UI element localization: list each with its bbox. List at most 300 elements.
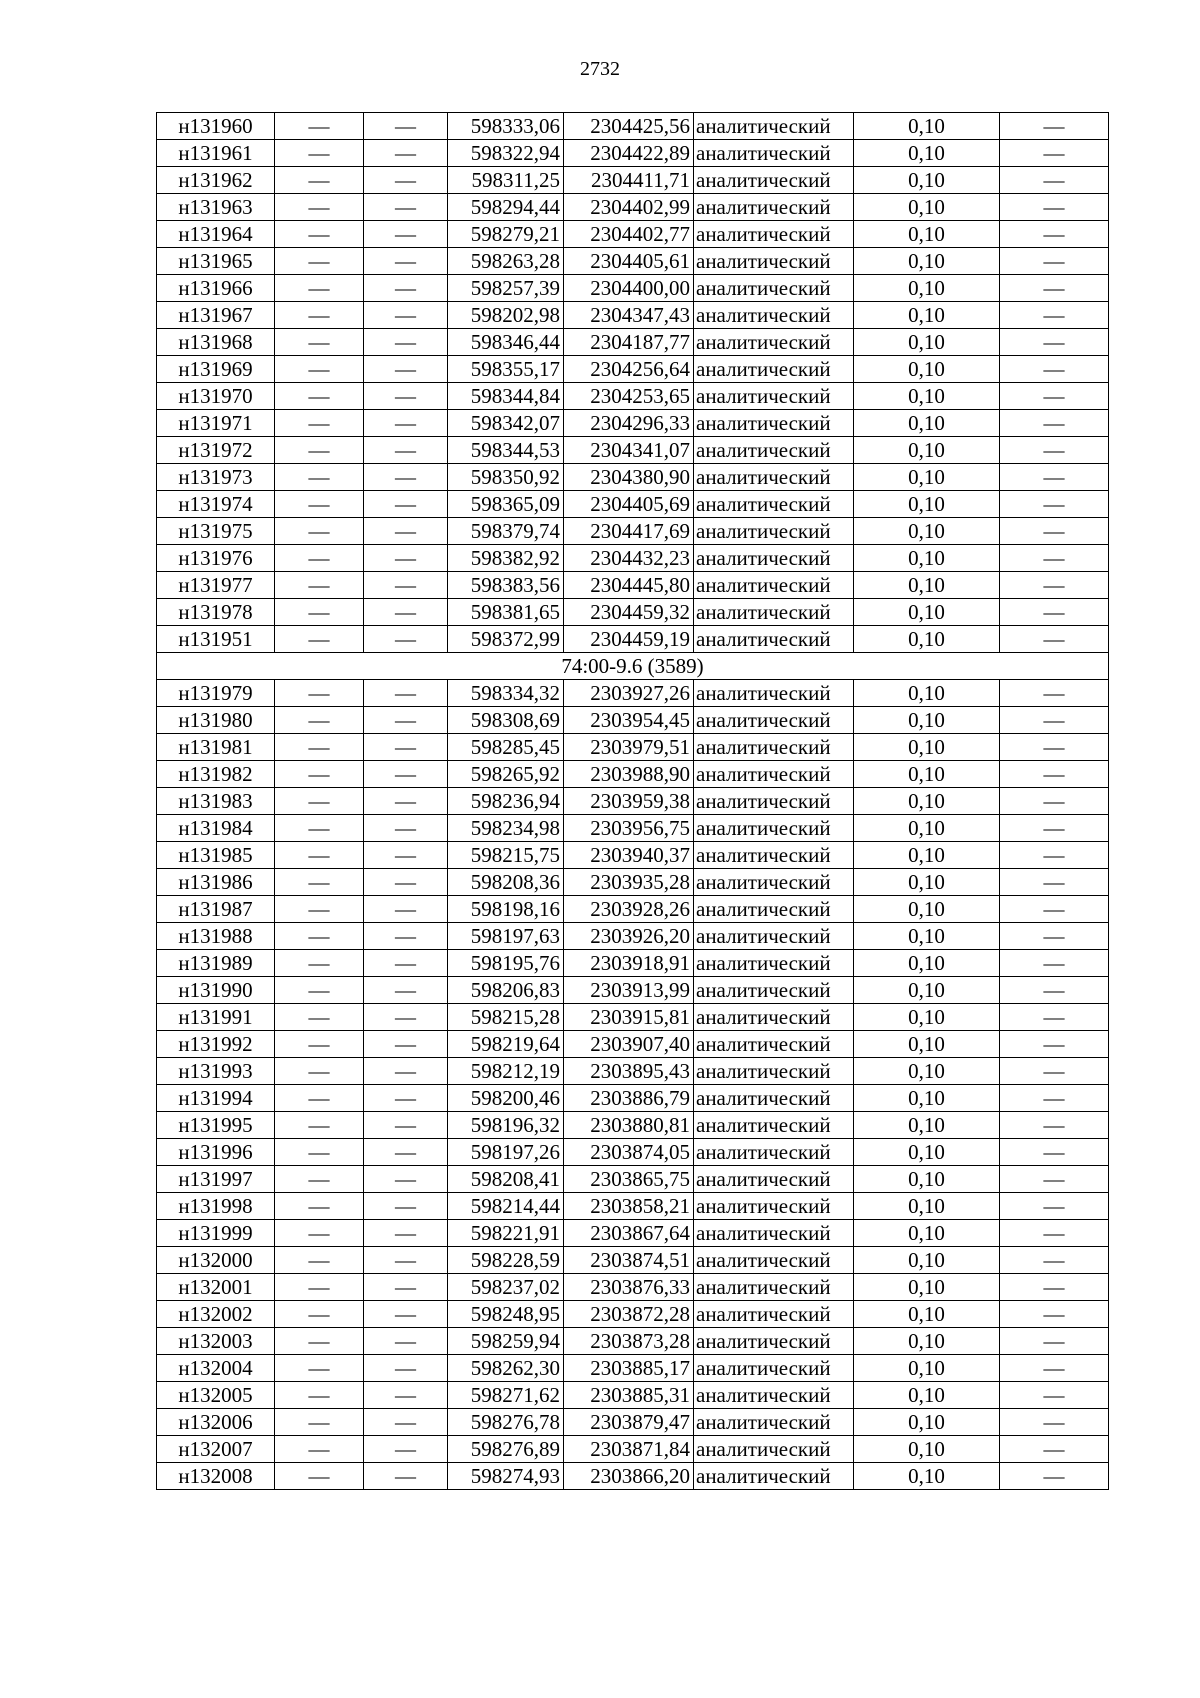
method: аналитический bbox=[694, 815, 854, 842]
empty-dash-cell: — bbox=[364, 1220, 448, 1247]
table-row bbox=[157, 194, 1109, 221]
point-id: н132002 bbox=[157, 1301, 275, 1328]
table-row bbox=[157, 977, 1109, 1004]
method: аналитический bbox=[694, 869, 854, 896]
method: аналитический bbox=[694, 707, 854, 734]
method: аналитический bbox=[694, 221, 854, 248]
method: аналитический bbox=[694, 383, 854, 410]
empty-dash-cell: — bbox=[275, 707, 364, 734]
table-row bbox=[157, 437, 1109, 464]
point-id: н131990 bbox=[157, 977, 275, 1004]
method: аналитический bbox=[694, 329, 854, 356]
empty-dash-cell: — bbox=[1000, 1247, 1109, 1274]
point-id: н131977 bbox=[157, 572, 275, 599]
empty-dash-cell: — bbox=[364, 410, 448, 437]
empty-dash-cell: — bbox=[364, 707, 448, 734]
table-row bbox=[157, 626, 1109, 653]
y-coordinate: 2304347,43 bbox=[564, 302, 694, 329]
accuracy: 0,10 bbox=[854, 869, 1000, 896]
empty-dash-cell: — bbox=[275, 1058, 364, 1085]
x-coordinate: 598334,32 bbox=[448, 680, 564, 707]
y-coordinate: 2303979,51 bbox=[564, 734, 694, 761]
accuracy: 0,10 bbox=[854, 599, 1000, 626]
point-id: н131965 bbox=[157, 248, 275, 275]
accuracy: 0,10 bbox=[854, 626, 1000, 653]
table-row bbox=[157, 545, 1109, 572]
empty-dash-cell: — bbox=[275, 626, 364, 653]
empty-dash-cell: — bbox=[275, 1220, 364, 1247]
y-coordinate: 2303926,20 bbox=[564, 923, 694, 950]
accuracy: 0,10 bbox=[854, 950, 1000, 977]
table-row bbox=[157, 518, 1109, 545]
empty-dash-cell: — bbox=[275, 1004, 364, 1031]
accuracy: 0,10 bbox=[854, 140, 1000, 167]
y-coordinate: 2303959,38 bbox=[564, 788, 694, 815]
empty-dash-cell: — bbox=[364, 1436, 448, 1463]
point-id: н131969 bbox=[157, 356, 275, 383]
accuracy: 0,10 bbox=[854, 113, 1000, 140]
x-coordinate: 598263,28 bbox=[448, 248, 564, 275]
empty-dash-cell: — bbox=[364, 356, 448, 383]
y-coordinate: 2303886,79 bbox=[564, 1085, 694, 1112]
point-id: н131999 bbox=[157, 1220, 275, 1247]
table-row bbox=[157, 572, 1109, 599]
method: аналитический bbox=[694, 1166, 854, 1193]
accuracy: 0,10 bbox=[854, 167, 1000, 194]
table-row bbox=[157, 221, 1109, 248]
x-coordinate: 598208,36 bbox=[448, 869, 564, 896]
table-row bbox=[157, 167, 1109, 194]
empty-dash-cell: — bbox=[364, 1409, 448, 1436]
empty-dash-cell: — bbox=[1000, 761, 1109, 788]
table-row bbox=[157, 842, 1109, 869]
method: аналитический bbox=[694, 1328, 854, 1355]
x-coordinate: 598197,63 bbox=[448, 923, 564, 950]
empty-dash-cell: — bbox=[364, 923, 448, 950]
y-coordinate: 2303918,91 bbox=[564, 950, 694, 977]
empty-dash-cell: — bbox=[275, 248, 364, 275]
y-coordinate: 2303874,05 bbox=[564, 1139, 694, 1166]
y-coordinate: 2304402,77 bbox=[564, 221, 694, 248]
method: аналитический bbox=[694, 734, 854, 761]
empty-dash-cell: — bbox=[275, 896, 364, 923]
y-coordinate: 2303867,64 bbox=[564, 1220, 694, 1247]
accuracy: 0,10 bbox=[854, 1220, 1000, 1247]
point-id: н131981 bbox=[157, 734, 275, 761]
empty-dash-cell: — bbox=[364, 1274, 448, 1301]
method: аналитический bbox=[694, 1193, 854, 1220]
x-coordinate: 598208,41 bbox=[448, 1166, 564, 1193]
empty-dash-cell: — bbox=[1000, 1031, 1109, 1058]
empty-dash-cell: — bbox=[275, 680, 364, 707]
empty-dash-cell: — bbox=[1000, 1301, 1109, 1328]
empty-dash-cell: — bbox=[275, 1112, 364, 1139]
empty-dash-cell: — bbox=[364, 1463, 448, 1490]
x-coordinate: 598206,83 bbox=[448, 977, 564, 1004]
empty-dash-cell: — bbox=[275, 356, 364, 383]
point-id: н131995 bbox=[157, 1112, 275, 1139]
empty-dash-cell: — bbox=[364, 1112, 448, 1139]
x-coordinate: 598196,32 bbox=[448, 1112, 564, 1139]
empty-dash-cell: — bbox=[1000, 1382, 1109, 1409]
empty-dash-cell: — bbox=[275, 518, 364, 545]
y-coordinate: 2303988,90 bbox=[564, 761, 694, 788]
table-row bbox=[157, 1463, 1109, 1490]
method: аналитический bbox=[694, 410, 854, 437]
empty-dash-cell: — bbox=[1000, 599, 1109, 626]
empty-dash-cell: — bbox=[364, 383, 448, 410]
x-coordinate: 598257,39 bbox=[448, 275, 564, 302]
x-coordinate: 598308,69 bbox=[448, 707, 564, 734]
accuracy: 0,10 bbox=[854, 383, 1000, 410]
method: аналитический bbox=[694, 1274, 854, 1301]
x-coordinate: 598198,16 bbox=[448, 896, 564, 923]
coordinates-table bbox=[156, 112, 1109, 1490]
accuracy: 0,10 bbox=[854, 1031, 1000, 1058]
empty-dash-cell: — bbox=[275, 545, 364, 572]
point-id: н131988 bbox=[157, 923, 275, 950]
y-coordinate: 2303876,33 bbox=[564, 1274, 694, 1301]
accuracy: 0,10 bbox=[854, 1328, 1000, 1355]
point-id: н131951 bbox=[157, 626, 275, 653]
empty-dash-cell: — bbox=[1000, 680, 1109, 707]
y-coordinate: 2303895,43 bbox=[564, 1058, 694, 1085]
point-id: н131991 bbox=[157, 1004, 275, 1031]
point-id: н131986 bbox=[157, 869, 275, 896]
accuracy: 0,10 bbox=[854, 194, 1000, 221]
y-coordinate: 2303871,84 bbox=[564, 1436, 694, 1463]
table-row bbox=[157, 950, 1109, 977]
empty-dash-cell: — bbox=[364, 518, 448, 545]
empty-dash-cell: — bbox=[364, 437, 448, 464]
empty-dash-cell: — bbox=[364, 1139, 448, 1166]
method: аналитический bbox=[694, 248, 854, 275]
table-row bbox=[157, 599, 1109, 626]
table-row bbox=[157, 113, 1109, 140]
x-coordinate: 598228,59 bbox=[448, 1247, 564, 1274]
accuracy: 0,10 bbox=[854, 1355, 1000, 1382]
y-coordinate: 2303928,26 bbox=[564, 896, 694, 923]
x-coordinate: 598365,09 bbox=[448, 491, 564, 518]
empty-dash-cell: — bbox=[275, 491, 364, 518]
empty-dash-cell: — bbox=[1000, 734, 1109, 761]
method: аналитический bbox=[694, 1436, 854, 1463]
x-coordinate: 598382,92 bbox=[448, 545, 564, 572]
empty-dash-cell: — bbox=[364, 1247, 448, 1274]
empty-dash-cell: — bbox=[364, 1031, 448, 1058]
point-id: н131961 bbox=[157, 140, 275, 167]
accuracy: 0,10 bbox=[854, 923, 1000, 950]
accuracy: 0,10 bbox=[854, 896, 1000, 923]
x-coordinate: 598200,46 bbox=[448, 1085, 564, 1112]
point-id: н131983 bbox=[157, 788, 275, 815]
point-id: н131972 bbox=[157, 437, 275, 464]
method: аналитический bbox=[694, 923, 854, 950]
y-coordinate: 2303880,81 bbox=[564, 1112, 694, 1139]
table-row bbox=[157, 1328, 1109, 1355]
method: аналитический bbox=[694, 1085, 854, 1112]
page-number: 2732 bbox=[580, 58, 620, 80]
empty-dash-cell: — bbox=[275, 275, 364, 302]
y-coordinate: 2303858,21 bbox=[564, 1193, 694, 1220]
empty-dash-cell: — bbox=[1000, 410, 1109, 437]
empty-dash-cell: — bbox=[1000, 1328, 1109, 1355]
table-row bbox=[157, 329, 1109, 356]
empty-dash-cell: — bbox=[275, 599, 364, 626]
point-id: н131984 bbox=[157, 815, 275, 842]
method: аналитический bbox=[694, 950, 854, 977]
y-coordinate: 2303879,47 bbox=[564, 1409, 694, 1436]
empty-dash-cell: — bbox=[275, 167, 364, 194]
x-coordinate: 598214,44 bbox=[448, 1193, 564, 1220]
table-row bbox=[157, 815, 1109, 842]
y-coordinate: 2303874,51 bbox=[564, 1247, 694, 1274]
method: аналитический bbox=[694, 464, 854, 491]
empty-dash-cell: — bbox=[1000, 923, 1109, 950]
empty-dash-cell: — bbox=[1000, 1193, 1109, 1220]
table-row bbox=[157, 869, 1109, 896]
empty-dash-cell: — bbox=[1000, 1085, 1109, 1112]
method: аналитический bbox=[694, 1382, 854, 1409]
empty-dash-cell: — bbox=[364, 599, 448, 626]
empty-dash-cell: — bbox=[275, 1382, 364, 1409]
empty-dash-cell: — bbox=[275, 221, 364, 248]
empty-dash-cell: — bbox=[364, 761, 448, 788]
empty-dash-cell: — bbox=[1000, 1004, 1109, 1031]
empty-dash-cell: — bbox=[1000, 1274, 1109, 1301]
y-coordinate: 2303873,28 bbox=[564, 1328, 694, 1355]
y-coordinate: 2304405,61 bbox=[564, 248, 694, 275]
empty-dash-cell: — bbox=[364, 1058, 448, 1085]
empty-dash-cell: — bbox=[1000, 626, 1109, 653]
accuracy: 0,10 bbox=[854, 410, 1000, 437]
empty-dash-cell: — bbox=[1000, 275, 1109, 302]
empty-dash-cell: — bbox=[364, 491, 448, 518]
accuracy: 0,10 bbox=[854, 977, 1000, 1004]
empty-dash-cell: — bbox=[1000, 707, 1109, 734]
method: аналитический bbox=[694, 1112, 854, 1139]
table-row bbox=[157, 1355, 1109, 1382]
empty-dash-cell: — bbox=[275, 437, 364, 464]
x-coordinate: 598197,26 bbox=[448, 1139, 564, 1166]
accuracy: 0,10 bbox=[854, 1247, 1000, 1274]
method: аналитический bbox=[694, 356, 854, 383]
empty-dash-cell: — bbox=[364, 1004, 448, 1031]
table-row bbox=[157, 1004, 1109, 1031]
accuracy: 0,10 bbox=[854, 1382, 1000, 1409]
method: аналитический bbox=[694, 896, 854, 923]
point-id: н131997 bbox=[157, 1166, 275, 1193]
table-row bbox=[157, 1112, 1109, 1139]
table-row bbox=[157, 1058, 1109, 1085]
empty-dash-cell: — bbox=[1000, 869, 1109, 896]
table-row bbox=[157, 1193, 1109, 1220]
empty-dash-cell: — bbox=[275, 734, 364, 761]
x-coordinate: 598248,95 bbox=[448, 1301, 564, 1328]
empty-dash-cell: — bbox=[364, 1382, 448, 1409]
empty-dash-cell: — bbox=[1000, 1166, 1109, 1193]
empty-dash-cell: — bbox=[275, 1166, 364, 1193]
accuracy: 0,10 bbox=[854, 1058, 1000, 1085]
empty-dash-cell: — bbox=[1000, 1139, 1109, 1166]
accuracy: 0,10 bbox=[854, 1193, 1000, 1220]
empty-dash-cell: — bbox=[1000, 1220, 1109, 1247]
point-id: н131973 bbox=[157, 464, 275, 491]
method: аналитический bbox=[694, 1220, 854, 1247]
empty-dash-cell: — bbox=[364, 140, 448, 167]
method: аналитический bbox=[694, 302, 854, 329]
empty-dash-cell: — bbox=[1000, 815, 1109, 842]
empty-dash-cell: — bbox=[275, 140, 364, 167]
method: аналитический bbox=[694, 1301, 854, 1328]
x-coordinate: 598342,07 bbox=[448, 410, 564, 437]
accuracy: 0,10 bbox=[854, 329, 1000, 356]
x-coordinate: 598274,93 bbox=[448, 1463, 564, 1490]
accuracy: 0,10 bbox=[854, 356, 1000, 383]
x-coordinate: 598237,02 bbox=[448, 1274, 564, 1301]
y-coordinate: 2304256,64 bbox=[564, 356, 694, 383]
accuracy: 0,10 bbox=[854, 680, 1000, 707]
point-id: н132005 bbox=[157, 1382, 275, 1409]
method: аналитический bbox=[694, 572, 854, 599]
accuracy: 0,10 bbox=[854, 248, 1000, 275]
y-coordinate: 2303866,20 bbox=[564, 1463, 694, 1490]
method: аналитический bbox=[694, 113, 854, 140]
table-row bbox=[157, 464, 1109, 491]
y-coordinate: 2304187,77 bbox=[564, 329, 694, 356]
empty-dash-cell: — bbox=[275, 950, 364, 977]
accuracy: 0,10 bbox=[854, 1112, 1000, 1139]
empty-dash-cell: — bbox=[364, 113, 448, 140]
table-row bbox=[157, 302, 1109, 329]
method: аналитический bbox=[694, 1247, 854, 1274]
method: аналитический bbox=[694, 275, 854, 302]
point-id: н131963 bbox=[157, 194, 275, 221]
empty-dash-cell: — bbox=[1000, 1463, 1109, 1490]
method: аналитический bbox=[694, 1139, 854, 1166]
table-body bbox=[157, 113, 1109, 1490]
method: аналитический bbox=[694, 1355, 854, 1382]
empty-dash-cell: — bbox=[1000, 383, 1109, 410]
table-row bbox=[157, 410, 1109, 437]
point-id: н131966 bbox=[157, 275, 275, 302]
empty-dash-cell: — bbox=[1000, 194, 1109, 221]
empty-dash-cell: — bbox=[364, 1166, 448, 1193]
empty-dash-cell: — bbox=[364, 734, 448, 761]
accuracy: 0,10 bbox=[854, 734, 1000, 761]
y-coordinate: 2303915,81 bbox=[564, 1004, 694, 1031]
accuracy: 0,10 bbox=[854, 1085, 1000, 1112]
empty-dash-cell: — bbox=[1000, 167, 1109, 194]
point-id: н132001 bbox=[157, 1274, 275, 1301]
accuracy: 0,10 bbox=[854, 707, 1000, 734]
point-id: н131987 bbox=[157, 896, 275, 923]
empty-dash-cell: — bbox=[364, 572, 448, 599]
y-coordinate: 2303907,40 bbox=[564, 1031, 694, 1058]
section-header-row bbox=[157, 653, 1109, 680]
empty-dash-cell: — bbox=[275, 1139, 364, 1166]
x-coordinate: 598236,94 bbox=[448, 788, 564, 815]
point-id: н131996 bbox=[157, 1139, 275, 1166]
y-coordinate: 2303956,75 bbox=[564, 815, 694, 842]
y-coordinate: 2304253,65 bbox=[564, 383, 694, 410]
table-row bbox=[157, 383, 1109, 410]
x-coordinate: 598344,53 bbox=[448, 437, 564, 464]
table-row bbox=[157, 1274, 1109, 1301]
empty-dash-cell: — bbox=[1000, 302, 1109, 329]
empty-dash-cell: — bbox=[275, 1301, 364, 1328]
y-coordinate: 2303885,17 bbox=[564, 1355, 694, 1382]
empty-dash-cell: — bbox=[364, 302, 448, 329]
point-id: н131979 bbox=[157, 680, 275, 707]
empty-dash-cell: — bbox=[1000, 329, 1109, 356]
x-coordinate: 598265,92 bbox=[448, 761, 564, 788]
empty-dash-cell: — bbox=[364, 950, 448, 977]
x-coordinate: 598234,98 bbox=[448, 815, 564, 842]
accuracy: 0,10 bbox=[854, 1463, 1000, 1490]
accuracy: 0,10 bbox=[854, 545, 1000, 572]
y-coordinate: 2303935,28 bbox=[564, 869, 694, 896]
y-coordinate: 2303940,37 bbox=[564, 842, 694, 869]
point-id: н131964 bbox=[157, 221, 275, 248]
method: аналитический bbox=[694, 680, 854, 707]
y-coordinate: 2304402,99 bbox=[564, 194, 694, 221]
empty-dash-cell: — bbox=[275, 1193, 364, 1220]
table-row bbox=[157, 491, 1109, 518]
empty-dash-cell: — bbox=[275, 113, 364, 140]
table-row bbox=[157, 1139, 1109, 1166]
y-coordinate: 2303913,99 bbox=[564, 977, 694, 1004]
empty-dash-cell: — bbox=[364, 275, 448, 302]
empty-dash-cell: — bbox=[364, 1328, 448, 1355]
x-coordinate: 598383,56 bbox=[448, 572, 564, 599]
empty-dash-cell: — bbox=[275, 1436, 364, 1463]
empty-dash-cell: — bbox=[364, 464, 448, 491]
empty-dash-cell: — bbox=[364, 1193, 448, 1220]
method: аналитический bbox=[694, 761, 854, 788]
empty-dash-cell: — bbox=[275, 815, 364, 842]
y-coordinate: 2304380,90 bbox=[564, 464, 694, 491]
empty-dash-cell: — bbox=[364, 869, 448, 896]
method: аналитический bbox=[694, 140, 854, 167]
y-coordinate: 2303954,45 bbox=[564, 707, 694, 734]
accuracy: 0,10 bbox=[854, 491, 1000, 518]
accuracy: 0,10 bbox=[854, 464, 1000, 491]
table-row bbox=[157, 923, 1109, 950]
table-row bbox=[157, 1220, 1109, 1247]
table-row bbox=[157, 761, 1109, 788]
y-coordinate: 2304432,23 bbox=[564, 545, 694, 572]
table-row bbox=[157, 356, 1109, 383]
empty-dash-cell: — bbox=[1000, 518, 1109, 545]
x-coordinate: 598381,65 bbox=[448, 599, 564, 626]
table-row bbox=[157, 788, 1109, 815]
accuracy: 0,10 bbox=[854, 1409, 1000, 1436]
y-coordinate: 2303872,28 bbox=[564, 1301, 694, 1328]
x-coordinate: 598215,28 bbox=[448, 1004, 564, 1031]
empty-dash-cell: — bbox=[275, 1274, 364, 1301]
y-coordinate: 2304459,32 bbox=[564, 599, 694, 626]
accuracy: 0,10 bbox=[854, 221, 1000, 248]
empty-dash-cell: — bbox=[1000, 1409, 1109, 1436]
method: аналитический bbox=[694, 518, 854, 545]
accuracy: 0,10 bbox=[854, 302, 1000, 329]
point-id: н132007 bbox=[157, 1436, 275, 1463]
accuracy: 0,10 bbox=[854, 275, 1000, 302]
x-coordinate: 598372,99 bbox=[448, 626, 564, 653]
accuracy: 0,10 bbox=[854, 572, 1000, 599]
empty-dash-cell: — bbox=[364, 626, 448, 653]
